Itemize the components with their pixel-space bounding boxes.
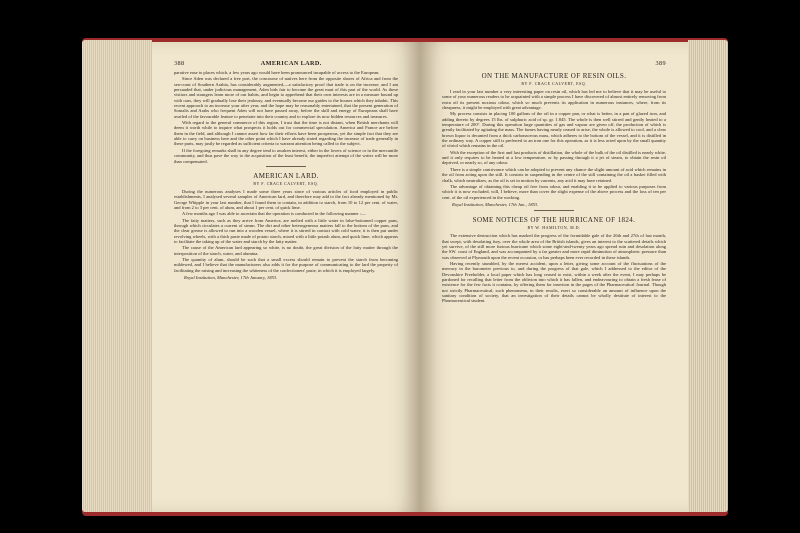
- left-page-number: 388: [174, 60, 185, 67]
- paragraph: The fatty matters, such as they arrive from America, are melted with a little water in false-bottomed copper pans, through which circulates a current of steam. The dirt and other heterogeneous matters fall to the bottom of the pans, and the clear grease is allowed to run into a wooden vessel, where it is stirred in contact with cold water; it is then put under revolving wheels, with a thick paste made of potato starch, mixed with a little potash alum, and quick lime, which appears to facilitate the taking up of the water and starch by the fatty matter.: [174, 217, 398, 244]
- article-title: AMERICAN LARD.: [253, 171, 319, 180]
- article-signature: Royal Institution, Manchester, 17th Jan., 1853.: [452, 201, 539, 207]
- paragraph: My process consists in placing 100 gallons of the oil in a copper pan, or what is better, in a pan of glazed iron, and adding thereto by degrees 15 lbs. of sulphuric acid of sp. gr. 1.845. The whole is then well stirred and gently heated to a temperature of 200°. During this operation large quantities of gas and vapour are given off, the production of which is greatly facilitated by agitating the mass. The fumes having nearly ceased to arise, the whole is allowed to cool, and a clear brown liquor is decanted from a thick carbonaceous mass, which adheres to the bottom of the vessel, and it is distilled in the ordinary way. A copper still is preferred to an iron one for this operation, as it is less acted upon by the small quantity of vitriol which remains in the oil.: [442, 111, 666, 149]
- right-page-number: 389: [655, 60, 666, 67]
- paragraph: With the exception of the first and last products of distillation, the whole of the bulk of the oil distilled is nearly white, and it only requires to be heated at a low temperature, or by passing through it a jet of steam, to obtain the resin oil deprived, or nearly so, of any odour.: [442, 149, 666, 166]
- article-byline: BY W. HAMILTON, M.D.: [527, 225, 581, 231]
- article-signature: Royal Institution, Manchester, 17th January, 1853.: [184, 275, 278, 280]
- page-edges-right: [688, 40, 728, 512]
- paragraph: With regard to the general commerce of this region, I trust that the time is not distant, when British merchants will deem it worth while to inquire what prospects it holds out for commercial speculation. America and France are before them in the field, and although I cannot assert how far their efforts have been prosperous, yet the simple fact that they are able to carry on business here and the other point which I have already stated regarding the increase of trade generally in these parts, may justly be regarded as sufficient criteria to warrant attention being called to the subject.: [174, 120, 398, 147]
- paragraph: A few months ago I was able to ascertain that the operation is conducted in the following manner :—: [182, 211, 366, 217]
- paragraph: During the numerous analyses I made some three years since of various articles of food employed in public establishments, I analysed several samples of American lard, and therefore may add to the fact already mentioned by Mr. George Whipple in your last number, that I found them to contain, in addition to starch, from 10 to 12 per cent. of water, and from 2 to 3 per cent. of alum, and about 1 per cent. of quick lime.: [174, 188, 398, 210]
- paragraph: There is a simple contrivance which can be adopted to prevent any chance the slight amount of acid which remains in the oil from acting upon the still. It consists in suspending in the centre of the still containing the oil a basket filled with chalk, which neutralizes, as the oil is set in motion by currents, any acid it may have retained.: [442, 166, 666, 183]
- open-book: [82, 38, 728, 516]
- paragraph: If the foregoing remarks shall in any degree tend to awaken interest, either in the lovers of science or in the mercantile community, and thus pave the way to the acquisition of the least benefit, the imperfect attempt of the writer will be more than compensated.: [174, 147, 398, 164]
- left-page: [152, 42, 420, 512]
- paragraph: Since Aden was declared a free port, the concourse of natives here from the opposite shores of Africa and from the sea-coast of Southern Arabia, has considerably augmented,—a satisfactory proof that trade is on the increase; and I am persuaded that, under judicious management, Aden bids fair to become the great mart of this part of the world. As these visitors and strangers learn more of our habits, and begin to apprehend that their own interests are in a measure bound up with ours, they will gradually lose their jealousy, and eventually become our guides to the houses which they inhabit. This recent approach to an increase your after year, and the hope may be reasonably entertained, that the present generation of Somalis and Arabs who frequent Aden will not have passed away, before the skill and energy of Europeans shall have availed of the favourable feature to penetrate into their country and to explore its now hidden resources and treasures.: [174, 76, 398, 119]
- left-running-title: AMERICAN LARD.: [260, 60, 322, 67]
- left-running-head: [174, 60, 398, 67]
- article-byline: BY F. CRACE CALVERT, ESQ.: [521, 81, 587, 86]
- paragraph: I read in your last number a very interesting paper on resin oil, which has led me to believe that it may be useful to some of your numerous readers to be acquainted with a simple process I have discovered of almost entirely removing from resin oil its present noxious odour, which so much prevents its application in numerous instances, where, from its cheapness, it might be employed with great advantage.: [442, 89, 666, 111]
- page-edges-left: [82, 40, 152, 512]
- article-byline: BY F. CRACE CALVERT, ESQ.: [253, 180, 319, 186]
- section-rule: [534, 210, 574, 211]
- article-title: SOME NOTICES OF THE HURRICANE OF 1824.: [472, 216, 636, 225]
- paragraph: The advantage of obtaining this cheap oil free from odour, and enabling it to be applied to various purposes from which it is now excluded, will, I believe, more than cover the slight expense of the above process and the loss of ten per cent. of the oil experienced in the working.: [442, 183, 666, 200]
- right-page: [420, 42, 688, 512]
- paragraph: The extensive destruction which has marked the progress of the formidable gale of the 26th and 27th of last month, that swept, with desolating fury, over the whole area of the British islands, gives an interest to the scattered details which yet survive, of the still more furious hurricane which some eight-and-twenty years ago spread ruin and desolation along the SW. coast of England, and was accompanied by a far greater and more rapid diminution of atmospheric pressure than was observed at Plymouth upon the recent occasion, or has perhaps been ever recorded in these islands.: [442, 233, 666, 260]
- paragraph: parative ease to places which, a few years ago would have been pronounced incapable of access to the European.: [174, 70, 380, 75]
- paragraph: The cause of the American lard appearing so white, is no doubt, the great division of the fatty matter through the interposition of the starch, water, and alumina.: [174, 245, 398, 256]
- section-rule: [266, 166, 306, 167]
- paragraph: The quantity of alum, should be such that a small excess should remain to prevent the starch from becoming mildewed, and I believe that the manufacturers also adds it for the purpose of communicating to the lard the property of facilitating the raising and increasing the whiteness of the confectioners' paste, in which it is employed largely.: [174, 256, 398, 273]
- article-title: ON THE MANUFACTURE OF RESIN OILS.: [481, 72, 627, 80]
- right-running-head: [442, 60, 666, 67]
- paragraph: Having recently stumbled, by the merest accident, upon a letter, giving some account of the fluctuations of the mercury in the barometer previous to, and during the progress of that gale, which I addressed to the editor of the Devonshire Freeholder, a local paper which has long ceased to exist, within a week after the event, I may perhaps be pardoned for recalling that letter from the oblivion into which it has fallen, and endeavouring to obtain a fresh lease of existence for the few facts it contains, by offering them for insertion in the pages of the Pharmaceutical Journal. Though not strictly Pharmaceutical, such phenomena, in their results, exert so considerable an amount of influence upon the sanitary condition of society, that an investigation of their details cannot be wholly destitute of interest to the Pharmaceutical student.: [442, 260, 666, 304]
